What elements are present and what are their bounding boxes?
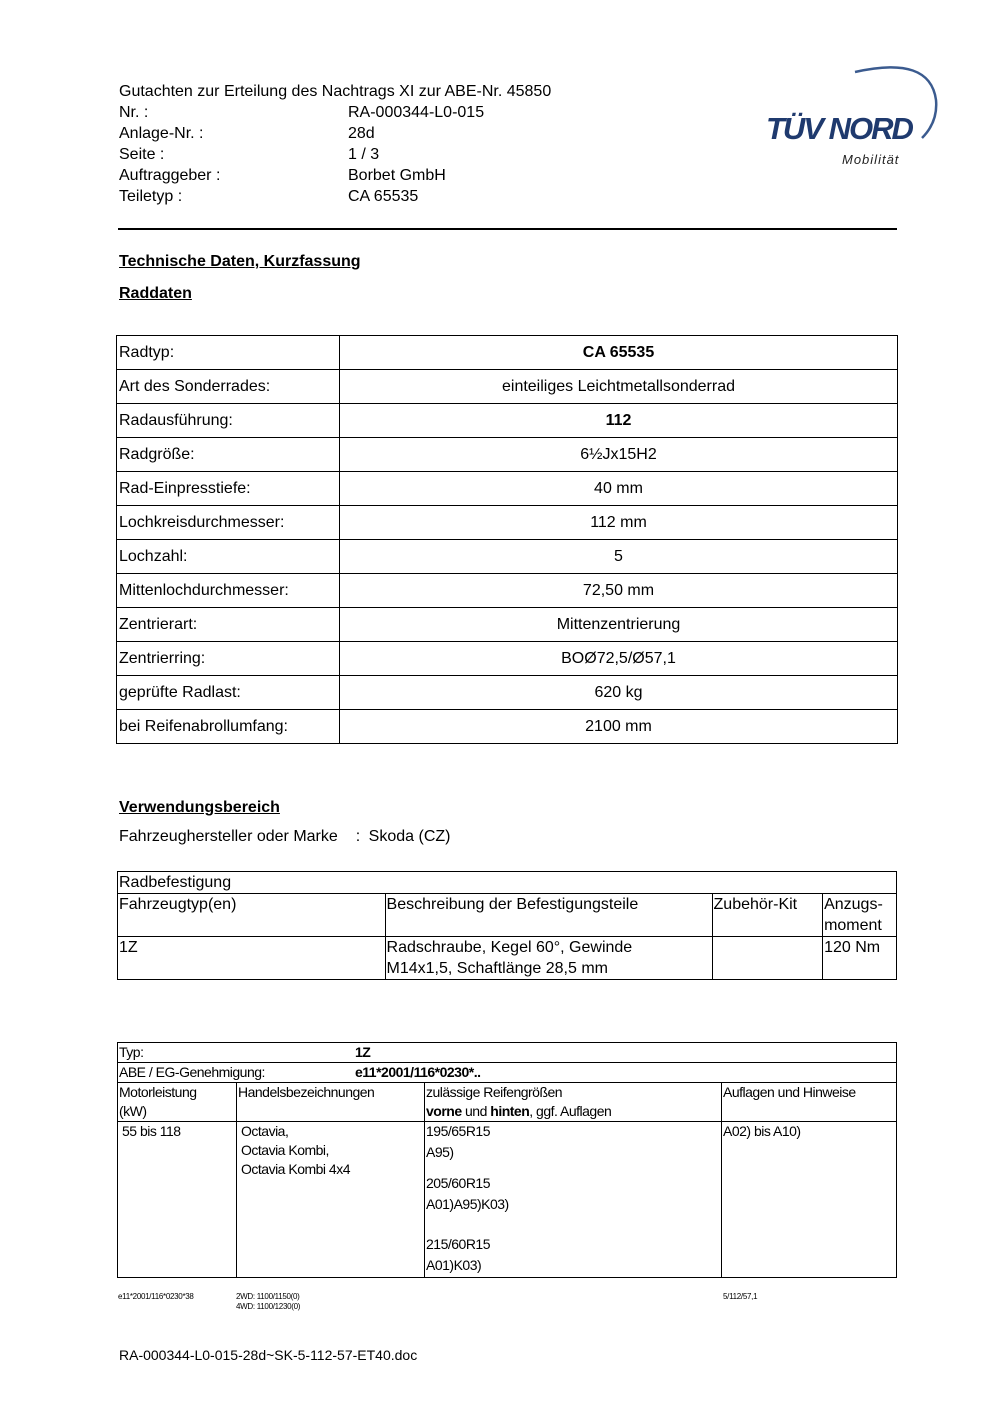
wheel-label: Rad-Einpresstiefe: xyxy=(117,472,340,506)
logo-brand: TÜV NORD xyxy=(766,111,912,146)
table-row xyxy=(117,608,898,642)
section-raddaten: Raddaten xyxy=(119,285,192,302)
header-label: Auftraggeber : xyxy=(119,167,221,184)
pcd-footnote: 5/112/57,1 xyxy=(723,1292,758,1301)
header-row-nr xyxy=(119,102,484,123)
logo-subtitle: Mobilität xyxy=(842,152,900,167)
table-row xyxy=(118,1043,897,1063)
table-row xyxy=(117,710,898,744)
header-emph: vorne xyxy=(426,1103,462,1119)
header-text xyxy=(426,1102,720,1121)
header-value: 28d xyxy=(348,125,375,142)
spacer xyxy=(426,1164,720,1174)
header-label: Nr. : xyxy=(119,104,149,121)
vehicle-names xyxy=(237,1122,425,1278)
wheel-fixing-table xyxy=(117,871,897,980)
vehicle-header-power xyxy=(118,1083,237,1122)
table-row xyxy=(118,1122,897,1278)
header-label: Anlage-Nr. : xyxy=(119,125,204,142)
load-footnote-4wd: 4WD: 1100/1230(0) xyxy=(236,1302,301,1311)
section-tech-data: Technische Daten, Kurzfassung xyxy=(119,253,361,270)
vehicle-name: Octavia, xyxy=(241,1123,289,1139)
fixing-vehicle-type: 1Z xyxy=(118,937,386,980)
header-label: Teiletyp : xyxy=(119,188,183,205)
wheel-label: Lochkreisdurchmesser: xyxy=(117,506,340,540)
fixing-header: Zubehör-Kit xyxy=(712,894,823,937)
header-text-part: , ggf. Auflagen xyxy=(529,1103,612,1119)
tyre-size: 205/60R15 xyxy=(426,1175,491,1191)
header-text: (kW) xyxy=(119,1103,147,1119)
wheel-value: BOØ72,5/Ø57,1 xyxy=(340,642,898,676)
vehicle-header-tyres xyxy=(425,1083,722,1122)
header-row-anlage xyxy=(119,123,375,144)
fixing-kit xyxy=(712,937,823,980)
vehicle-type-value: 1Z xyxy=(355,1044,371,1060)
table-row xyxy=(117,574,898,608)
wheel-value: 620 kg xyxy=(340,676,898,710)
wheel-label: bei Reifenabrollumfang: xyxy=(117,710,340,744)
manufacturer-value: Skoda (CZ) xyxy=(368,828,451,845)
table-row xyxy=(118,937,897,980)
tyre-condition: A01)A95)K03) xyxy=(426,1196,509,1212)
header-emph: hinten xyxy=(490,1103,530,1119)
table-row xyxy=(117,404,898,438)
wheel-label: Mittenlochdurchmesser: xyxy=(117,574,340,608)
header-row-teiletyp xyxy=(119,186,418,207)
table-row xyxy=(117,676,898,710)
manufacturer-separator: : xyxy=(355,828,361,845)
wheel-value: Mittenzentrierung xyxy=(340,608,898,642)
tuev-nord-logo xyxy=(760,60,940,170)
fixing-header: Fahrzeugtyp(en) xyxy=(118,894,386,937)
table-row xyxy=(117,336,898,370)
wheel-value: CA 65535 xyxy=(340,336,898,370)
wheel-label: Radtyp: xyxy=(117,336,340,370)
vehicle-type-row xyxy=(118,1043,897,1063)
wheel-value: 5 xyxy=(340,540,898,574)
table-row xyxy=(118,1063,897,1083)
vehicle-tyres xyxy=(425,1122,722,1278)
header-value: Borbet GmbH xyxy=(348,167,446,184)
vehicle-header-notes: Auflagen und Hinweise xyxy=(722,1083,897,1122)
table-row xyxy=(118,872,897,894)
header-text: zulässige Reifengrößen xyxy=(426,1084,563,1100)
vehicle-table xyxy=(117,1042,897,1278)
table-row xyxy=(117,506,898,540)
vehicle-approval-row xyxy=(118,1063,897,1083)
vehicle-name: Octavia Kombi, xyxy=(241,1142,329,1158)
wheel-label: Art des Sonderrades: xyxy=(117,370,340,404)
table-row xyxy=(117,540,898,574)
fixing-title: Radbefestigung xyxy=(118,872,897,894)
fixing-torque: 120 Nm xyxy=(823,937,897,980)
header-label: Seite : xyxy=(119,146,165,163)
fixing-description-line: Radschraube, Kegel 60°, Gewinde xyxy=(386,939,633,956)
wheel-label: Radgröße: xyxy=(117,438,340,472)
approval-label: ABE / EG-Genehmigung: xyxy=(119,1064,265,1080)
wheel-label: Radausführung: xyxy=(117,404,340,438)
report-title: Gutachten zur Erteilung des Nachtrags XI zur ABE-Nr. 45850 xyxy=(119,83,552,100)
table-row xyxy=(117,642,898,676)
header-value: 1 / 3 xyxy=(348,146,380,163)
tyre-size: 195/65R15 xyxy=(426,1123,491,1139)
section-usage: Verwendungsbereich xyxy=(119,799,280,816)
fixing-description xyxy=(385,937,712,980)
approval-footnote: e11*2001/116*0230*38 xyxy=(118,1292,194,1301)
table-row xyxy=(117,370,898,404)
wheel-value: 112 mm xyxy=(340,506,898,540)
header-text-part: und xyxy=(461,1103,491,1119)
vehicle-header-names: Handelsbezeichnungen xyxy=(237,1083,425,1122)
vehicle-name: Octavia Kombi 4x4 xyxy=(241,1161,350,1177)
tyre-condition: A95) xyxy=(426,1144,454,1160)
table-row xyxy=(117,438,898,472)
table-row xyxy=(117,472,898,506)
wheel-label: Lochzahl: xyxy=(117,540,340,574)
wheel-value: 40 mm xyxy=(340,472,898,506)
fixing-header: Anzugs-moment xyxy=(823,894,897,937)
fixing-description-line: M14x1,5, Schaftlänge 28,5 mm xyxy=(386,960,608,977)
load-footnote-2wd: 2WD: 1100/1150(0) xyxy=(236,1292,300,1301)
wheel-value: 72,50 mm xyxy=(340,574,898,608)
manufacturer-line xyxy=(119,828,450,846)
table-header-row xyxy=(118,894,897,937)
wheel-value: einteiliges Leichtmetallsonderrad xyxy=(340,370,898,404)
header-text: Motorleistung xyxy=(119,1084,197,1100)
table-header-row xyxy=(118,1083,897,1122)
approval-value: e11*2001/116*0230*.. xyxy=(355,1064,481,1080)
tyre-size: 215/60R15 xyxy=(426,1236,491,1252)
manufacturer-label: Fahrzeughersteller oder Marke xyxy=(119,828,338,845)
wheel-label: Zentrierart: xyxy=(117,608,340,642)
vehicle-type-label: Typ: xyxy=(119,1044,144,1060)
header-value: CA 65535 xyxy=(348,188,419,205)
wheel-label: Zentrierring: xyxy=(117,642,340,676)
header-divider xyxy=(118,228,897,230)
vehicle-notes: A02) bis A10) xyxy=(722,1122,897,1278)
header-row-auftraggeber xyxy=(119,165,446,186)
fixing-header: Beschreibung der Befestigungsteile xyxy=(385,894,712,937)
wheel-data-table xyxy=(116,335,898,744)
document-filename: RA-000344-L0-015-28d~SK-5-112-57-ET40.doc xyxy=(119,1347,418,1363)
header-row-seite xyxy=(119,144,379,165)
wheel-label: geprüfte Radlast: xyxy=(117,676,340,710)
header-value: RA-000344-L0-015 xyxy=(348,104,485,121)
tyre-condition: A01)K03) xyxy=(426,1257,482,1273)
wheel-value: 6½Jx15H2 xyxy=(340,438,898,472)
vehicle-power: 55 bis 118 xyxy=(118,1122,237,1278)
wheel-value: 112 xyxy=(340,404,898,438)
wheel-value: 2100 mm xyxy=(340,710,898,744)
spacer xyxy=(426,1216,720,1235)
